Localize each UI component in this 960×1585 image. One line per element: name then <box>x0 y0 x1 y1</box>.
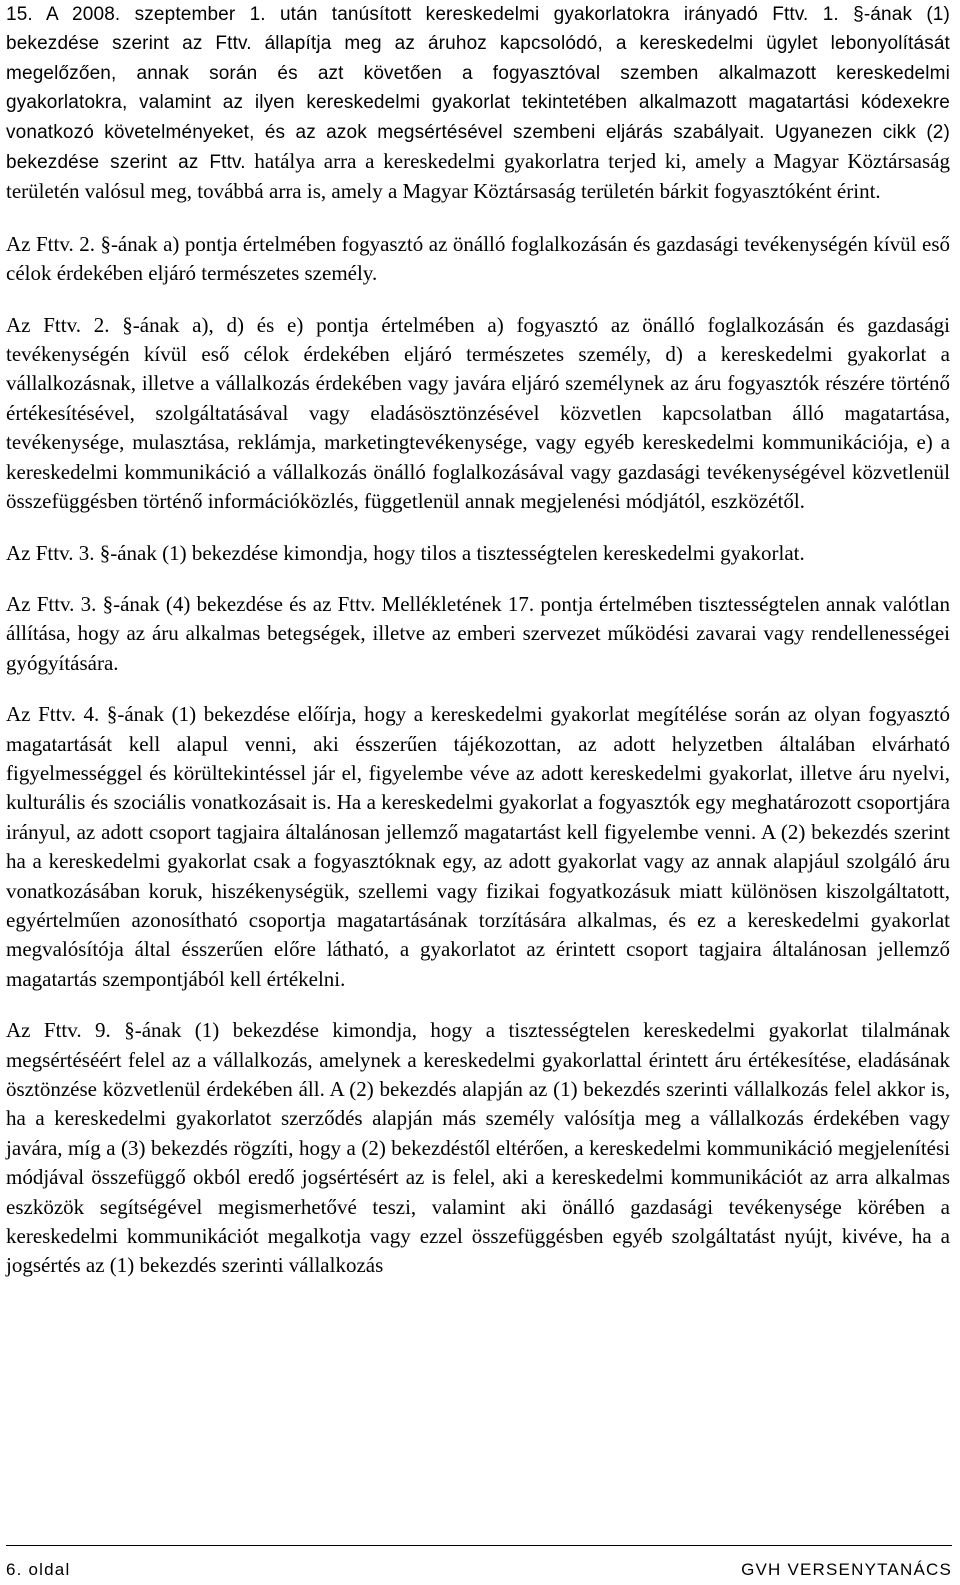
paragraph-definitions: Az Fttv. 2. §-ának a), d) és e) pontja értelmében a) fogyasztó az önálló foglalkozásán és gazdasági tevékenységén kívül eső célok érdekében eljáró természetes személy, d) a kereskedelmi gyakorlat a vállalkozásnak, illetve a vállalkozás érdekében vagy javára eljáró személynek az áru fogyasztók részére történő értékesítésével, szolgáltatásával vagy eladásösztönzésével közvetlen kapcsolatban álló magatartása, tevékenysége, mulasztása, reklámja, marketingtevékenysége, vagy egyéb kereskedelmi kommunikációja, e) a kereskedelmi kommunikáció a vállalkozás önálló foglalkozásával vagy gazdasági tevékenységével közvetlenül összefüggésben történő információközlés, függetlenül annak megjelenési módjától, eszközétől. <box>6 312 950 514</box>
paragraph-prohibition: Az Fttv. 3. §-ának (1) bekezdése kimondja, hogy tilos a tisztességtelen kereskedelmi gyakorlat. <box>6 540 805 565</box>
organization-name: GVH VERSENYTANÁCS <box>741 1560 952 1579</box>
page-number: 6. oldal <box>6 1560 71 1579</box>
paragraph-consumer-definition: Az Fttv. 2. §-ának a) pontja értelmében fogyasztó az önálló foglalkozásán és gazdasági tevékenységén kívül eső célok érdekében eljáró természetes személy. <box>6 231 950 286</box>
paragraph-average-consumer: Az Fttv. 4. §-ának (1) bekezdése előírja, hogy a kereskedelmi gyakorlat megítélése során az olyan fogyasztó magatartását kell alapul venni, aki ésszerűen tájékozottan, az adott helyzetben általában elvárható figyelmességgel és körültekintéssel jár el, figyelembe véve az adott kereskedelmi gyakorlat, illetve áru nyelvi, kulturális és szociális vonatkozásait is. Ha a kereskedelmi gyakorlat a fogyasztók egy meghatározott csoportjára irányul, az adott csoport tagjaira általánosan jellemző magatartást kell figyelembe venni. A (2) bekezdés szerint ha a kereskedelmi gyakorlat csak a fogyasztóknak egy, az adott gyakorlat vagy az annak alapjául szolgáló áru vonatkozásában koruk, hiszékenységük, szellemi vagy fizikai fogyatkozásuk miatt különösen kiszolgáltatott, egyértelműen azonosítható csoportja magatartásának torzítására alkalmas, és ez a kereskedelmi gyakorlat megvalósítója által ésszerűen előre látható, a gyakorlatot az érintett csoport tagjaira általánosan jellemző magatartás szempontjából kell értékelni. <box>6 702 950 991</box>
paragraph-annex-17: Az Fttv. 3. §-ának (4) bekezdése és az Fttv. Mellékletének 17. pontja értelmében tisztességtelen annak valótlan állítása, hogy az áru alkalmas betegségek, illetve az emberi szervezet működési zavarai vagy rendellenességei gyógyítására. <box>6 591 950 675</box>
intro-serif-text: hatálya arra a kereskedelmi gyakorlatra terjed ki, amely a Magyar Köztársaság területén valósul meg, továbbá arra is, amely a Magyar Köztársaság területén bárkit fogyasztóként érint. <box>6 149 950 204</box>
paragraph-intro <box>6 0 950 208</box>
page-footer <box>6 1545 952 1580</box>
paragraph-liability: Az Fttv. 9. §-ának (1) bekezdése kimondja, hogy a tisztességtelen kereskedelmi gyakorlat tilalmának megsértéséért felel az a vállalkozás, amelynek a kereskedelmi gyakorlattal érintett áru értékesítése, eladásának ösztönzése közvetlenül érdekében áll. A (2) bekezdés alapján az (1) bekezdés szerinti vállalkozás felel akkor is, ha a kereskedelmi gyakorlatot szerződés alapján más személy valósítja meg a vállalkozás érdekében vagy javára, míg a (3) bekezdés rögzíti, hogy a (2) bekezdéstől eltérően, a kereskedelmi kommunikáció megjelenítési módjával összefüggő okból eredő jogsértésért az is felel, aki a kereskedelmi kommunikációt az arra alkalmas eszközök segítségével megismerhetővé teszi, valamint aki önálló gazdasági tevékenysége körében a kereskedelmi kommunikációt megalkotja vagy ezzel összefüggésben egyéb szolgáltatást nyújt, kivéve, ha a jogsértés az (1) bekezdés szerinti vállalkozás <box>6 1018 950 1278</box>
intro-sans-text: 15. A 2008. szeptember 1. után tanúsított kereskedelmi gyakorlatokra irányadó Fttv. 1. §-ának (1) bekezdése szerint az Fttv. állapítja meg az áruhoz kapcsolódó, a kereskedelmi ügylet lebonyolítását megelőzően, annak során és azt követően a fogyasztóval szemben alkalmazott kereskedelmi gyakorlatokra, valamint az ilyen kereskedelmi gyakorlat tekintetében alkalmazott magatartási kódexekre vonatkozó követelményeket, és az azok megsértésével szembeni eljárás szabályait. Ugyanezen cikk (2) bekezdése szerint az Fttv. <box>6 4 950 174</box>
document-body <box>6 0 950 1281</box>
